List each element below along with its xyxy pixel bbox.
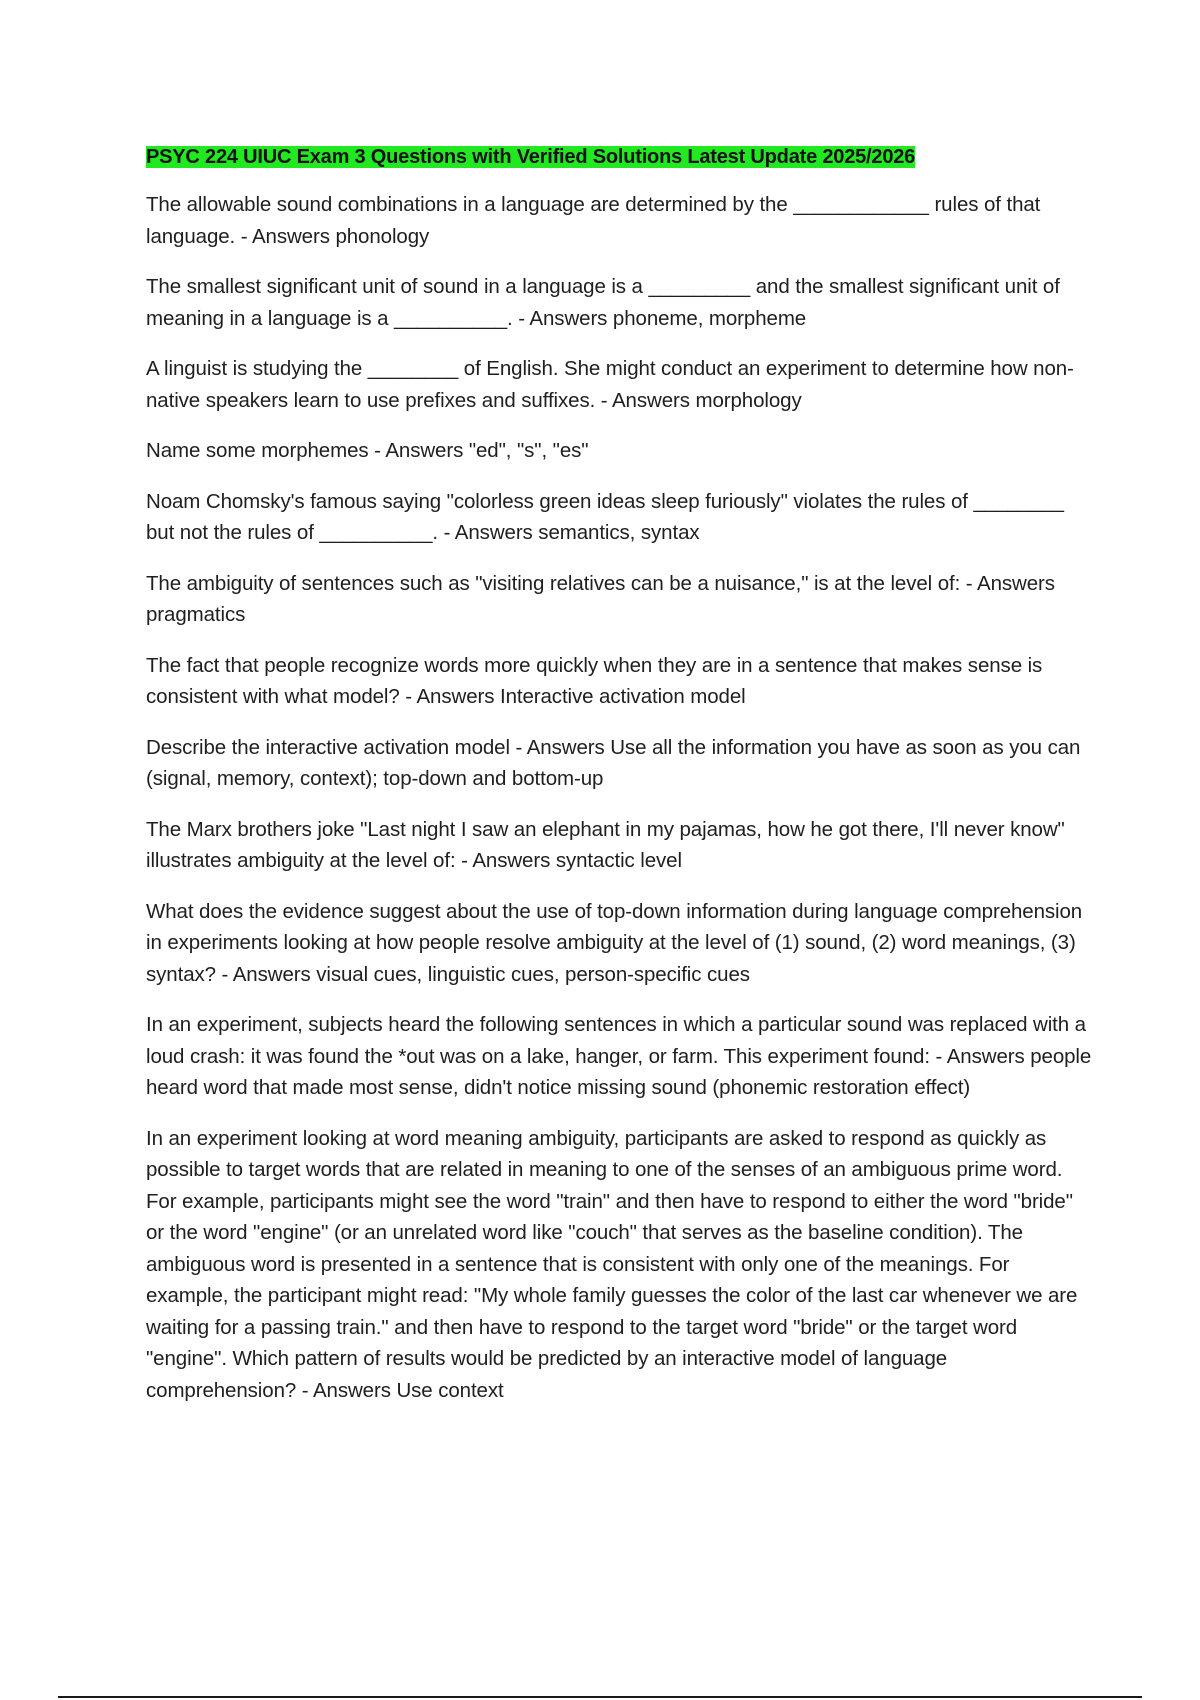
qa-entry: The allowable sound combinations in a language are determined by the ____________ rules of that language. - Answers phonology [146,193,1041,248]
title-block [146,143,1096,171]
qa-entry: The Marx brothers joke "Last night I saw an elephant in my pajamas, how he got there, I'll never know" illustrates ambiguity at the level of: - Answers syntactic level [146,817,1065,872]
qa-entry: The fact that people recognize words more quickly when they are in a sentence that makes sense is consistent with what model? - Answers Interactive activation model [146,653,1043,708]
qa-entry: In an experiment, subjects heard the following sentences in which a particular sound was replaced with a loud crash: it was found the *out was on a lake, hanger, or farm. This experiment found: - Answers people heard word that made most sense, didn't notice missing sound (phonemic restoration effect) [146,1013,1092,1099]
qa-entry: Noam Chomsky's famous saying "colorless green ideas sleep furiously" violates the rules of ________ but not the rules of __________. - Answers semantics, syntax [146,489,1064,544]
document-title: PSYC 224 UIUC Exam 3 Questions with Verified Solutions Latest Update 2025/2026 [146,146,916,168]
page-bottom-divider [58,1696,1142,1698]
qa-entry: What does the evidence suggest about the use of top-down information during language comprehension in experiments looking at how people resolve ambiguity at the level of (1) sound, (2) word meanings, (3) syntax? - Answers visual cues, linguistic cues, person-specific cues [146,899,1083,986]
qa-entry: The ambiguity of sentences such as "visiting relatives can be a nuisance," is at the level of: - Answers pragmatics [146,571,1055,626]
qa-entry: A linguist is studying the ________ of English. She might conduct an experiment to determine how non-native speakers learn to use prefixes and suffixes. - Answers morphology [146,357,1074,412]
qa-entry: The smallest significant unit of sound in a language is a _________ and the smallest significant unit of meaning in a language is a __________. - Answers phoneme, morpheme [146,275,1060,330]
qa-entry: In an experiment looking at word meaning ambiguity, participants are asked to respond as quickly as possible to target words that are related in meaning to one of the senses of an ambiguous prime word. For example, participants might see the word "train" and then have to respond to either the word "bride" or the word "engine" (or an unrelated word like "couch" that serves as the baseline condition). The ambiguous word is presented in a sentence that is consistent with only one of the meanings. For example, the participant might read: "My whole family guesses the color of the last car whenever we are waiting for a passing train." and then have to respond to the target word "bride" or the target word "engine". Which pattern of results would be predicted by an interactive model of language comprehension? - Answers Use context [146,1126,1078,1402]
qa-entry: Describe the interactive activation model - Answers Use all the information you have as soon as you can (signal, memory, context); top-down and bottom-up [146,735,1081,790]
document-page [146,143,1096,1425]
qa-entry: Name some morphemes - Answers "ed", "s", "es" [146,439,589,462]
